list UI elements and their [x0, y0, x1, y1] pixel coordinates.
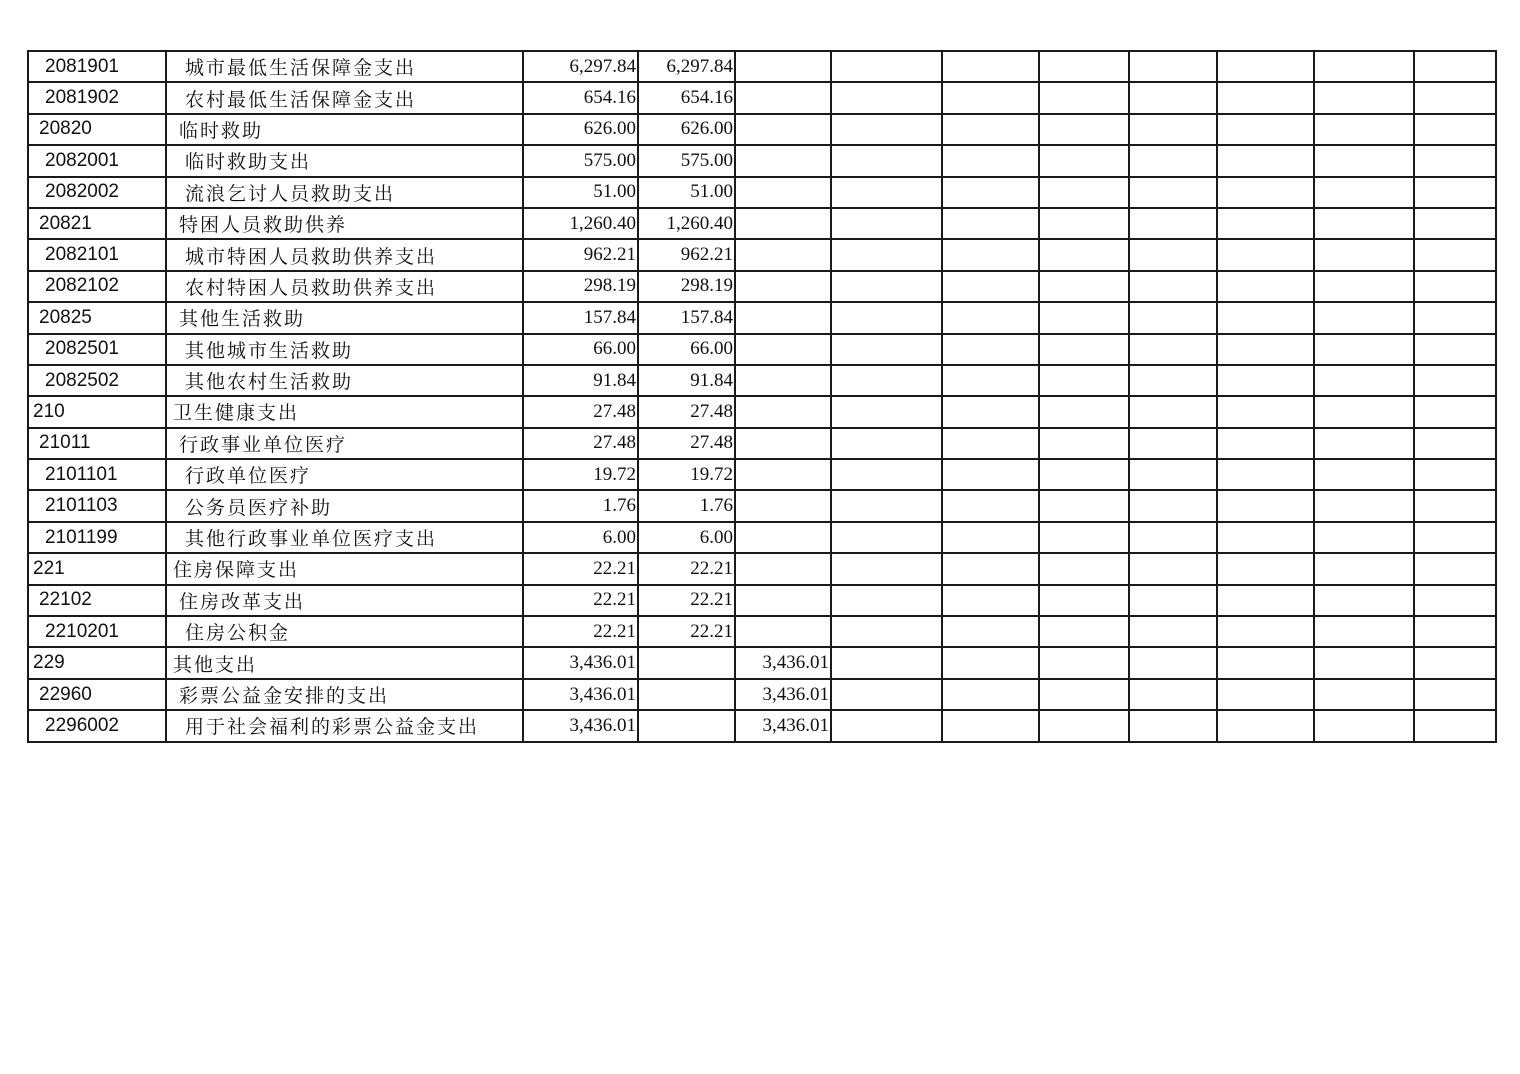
empty-cell	[831, 459, 942, 490]
table-row	[28, 679, 1496, 710]
empty-cell	[1129, 271, 1217, 302]
table-row	[28, 302, 1496, 333]
empty-cell	[1039, 396, 1129, 427]
empty-cell	[1129, 459, 1217, 490]
empty-cell	[1217, 51, 1314, 82]
table-row	[28, 616, 1496, 647]
empty-cell	[1217, 522, 1314, 553]
account-code-cell: 22102	[28, 585, 166, 616]
empty-cell	[1314, 710, 1414, 741]
table-row	[28, 365, 1496, 396]
empty-cell	[1414, 428, 1496, 459]
empty-cell	[1039, 114, 1129, 145]
empty-cell	[1414, 365, 1496, 396]
total-amount-cell: 91.84	[523, 365, 638, 396]
table-row	[28, 490, 1496, 521]
empty-cell	[1039, 522, 1129, 553]
empty-cell	[1314, 177, 1414, 208]
empty-cell	[1314, 616, 1414, 647]
total-amount-cell: 575.00	[523, 145, 638, 176]
account-code-cell: 21011	[28, 428, 166, 459]
account-code-cell: 20825	[28, 302, 166, 333]
empty-cell	[942, 334, 1039, 365]
empty-cell	[831, 271, 942, 302]
account-code-cell: 2101103	[28, 490, 166, 521]
empty-cell	[831, 616, 942, 647]
account-code-cell: 2101199	[28, 522, 166, 553]
empty-cell	[831, 208, 942, 239]
empty-cell	[1129, 365, 1217, 396]
empty-cell	[831, 334, 942, 365]
general-budget-amount-cell	[638, 647, 735, 678]
account-code-cell: 221	[28, 553, 166, 584]
empty-cell	[1039, 271, 1129, 302]
fund-budget-amount-cell	[735, 208, 831, 239]
general-budget-amount-cell: 27.48	[638, 428, 735, 459]
empty-cell	[942, 616, 1039, 647]
account-code-cell: 2082001	[28, 145, 166, 176]
fund-budget-amount-cell	[735, 271, 831, 302]
empty-cell	[942, 145, 1039, 176]
empty-cell	[1414, 82, 1496, 113]
empty-cell	[831, 522, 942, 553]
empty-cell	[1039, 177, 1129, 208]
empty-cell	[1414, 51, 1496, 82]
empty-cell	[1314, 459, 1414, 490]
empty-cell	[1039, 710, 1129, 741]
empty-cell	[1039, 334, 1129, 365]
empty-cell	[942, 647, 1039, 678]
total-amount-cell: 1.76	[523, 490, 638, 521]
account-name-cell: 行政单位医疗	[166, 459, 523, 490]
empty-cell	[831, 428, 942, 459]
empty-cell	[1414, 679, 1496, 710]
general-budget-amount-cell: 22.21	[638, 616, 735, 647]
empty-cell	[942, 710, 1039, 741]
empty-cell	[1129, 490, 1217, 521]
account-name-cell: 卫生健康支出	[166, 396, 523, 427]
account-name-cell: 其他农村生活救助	[166, 365, 523, 396]
table-row	[28, 334, 1496, 365]
account-code-cell: 210	[28, 396, 166, 427]
empty-cell	[942, 271, 1039, 302]
general-budget-amount-cell: 91.84	[638, 365, 735, 396]
empty-cell	[831, 239, 942, 270]
fund-budget-amount-cell	[735, 490, 831, 521]
empty-cell	[1039, 490, 1129, 521]
empty-cell	[1217, 82, 1314, 113]
empty-cell	[942, 490, 1039, 521]
empty-cell	[1217, 647, 1314, 678]
empty-cell	[831, 302, 942, 333]
empty-cell	[1039, 82, 1129, 113]
empty-cell	[1217, 334, 1314, 365]
fund-budget-amount-cell	[735, 302, 831, 333]
empty-cell	[1414, 302, 1496, 333]
general-budget-amount-cell: 19.72	[638, 459, 735, 490]
empty-cell	[1414, 585, 1496, 616]
empty-cell	[1039, 208, 1129, 239]
account-name-cell: 彩票公益金安排的支出	[166, 679, 523, 710]
empty-cell	[1314, 647, 1414, 678]
empty-cell	[1129, 616, 1217, 647]
table-row	[28, 145, 1496, 176]
account-code-cell: 2082002	[28, 177, 166, 208]
account-code-cell: 2296002	[28, 710, 166, 741]
table-row	[28, 271, 1496, 302]
general-budget-amount-cell: 157.84	[638, 302, 735, 333]
empty-cell	[831, 114, 942, 145]
empty-cell	[831, 679, 942, 710]
account-name-cell: 特困人员救助供养	[166, 208, 523, 239]
empty-cell	[942, 208, 1039, 239]
empty-cell	[1314, 114, 1414, 145]
empty-cell	[1217, 114, 1314, 145]
account-name-cell: 行政事业单位医疗	[166, 428, 523, 459]
total-amount-cell: 22.21	[523, 553, 638, 584]
fund-budget-amount-cell	[735, 82, 831, 113]
general-budget-amount-cell: 51.00	[638, 177, 735, 208]
empty-cell	[942, 585, 1039, 616]
empty-cell	[1414, 271, 1496, 302]
empty-cell	[1414, 647, 1496, 678]
empty-cell	[831, 647, 942, 678]
account-code-cell: 2082102	[28, 271, 166, 302]
total-amount-cell: 19.72	[523, 459, 638, 490]
table-row	[28, 51, 1496, 82]
empty-cell	[1039, 616, 1129, 647]
empty-cell	[1314, 490, 1414, 521]
empty-cell	[942, 365, 1039, 396]
total-amount-cell: 3,436.01	[523, 647, 638, 678]
general-budget-amount-cell: 6,297.84	[638, 51, 735, 82]
empty-cell	[1314, 679, 1414, 710]
table-row	[28, 82, 1496, 113]
empty-cell	[1314, 145, 1414, 176]
account-code-cell: 2082101	[28, 239, 166, 270]
empty-cell	[1129, 334, 1217, 365]
empty-cell	[1129, 585, 1217, 616]
fund-budget-amount-cell: 3,436.01	[735, 647, 831, 678]
empty-cell	[1129, 114, 1217, 145]
table-row	[28, 459, 1496, 490]
empty-cell	[1129, 51, 1217, 82]
empty-cell	[1129, 522, 1217, 553]
table-body	[28, 51, 1496, 742]
empty-cell	[942, 459, 1039, 490]
table-row	[28, 647, 1496, 678]
empty-cell	[1314, 239, 1414, 270]
empty-cell	[1217, 679, 1314, 710]
empty-cell	[1217, 208, 1314, 239]
account-name-cell: 其他支出	[166, 647, 523, 678]
empty-cell	[831, 51, 942, 82]
total-amount-cell: 3,436.01	[523, 679, 638, 710]
general-budget-amount-cell: 27.48	[638, 396, 735, 427]
empty-cell	[1039, 585, 1129, 616]
account-code-cell: 20820	[28, 114, 166, 145]
empty-cell	[1314, 396, 1414, 427]
empty-cell	[1217, 302, 1314, 333]
account-name-cell: 公务员医疗补助	[166, 490, 523, 521]
fund-budget-amount-cell	[735, 585, 831, 616]
empty-cell	[1039, 553, 1129, 584]
empty-cell	[1314, 302, 1414, 333]
empty-cell	[1414, 522, 1496, 553]
account-code-cell: 2210201	[28, 616, 166, 647]
table-row	[28, 114, 1496, 145]
account-code-cell: 2101101	[28, 459, 166, 490]
total-amount-cell: 157.84	[523, 302, 638, 333]
empty-cell	[1129, 302, 1217, 333]
empty-cell	[1217, 271, 1314, 302]
empty-cell	[831, 585, 942, 616]
empty-cell	[1217, 553, 1314, 584]
empty-cell	[1039, 679, 1129, 710]
empty-cell	[942, 177, 1039, 208]
empty-cell	[1129, 428, 1217, 459]
empty-cell	[1314, 51, 1414, 82]
account-name-cell: 住房保障支出	[166, 553, 523, 584]
total-amount-cell: 298.19	[523, 271, 638, 302]
empty-cell	[942, 302, 1039, 333]
general-budget-amount-cell: 1.76	[638, 490, 735, 521]
fund-budget-amount-cell	[735, 616, 831, 647]
empty-cell	[831, 365, 942, 396]
total-amount-cell: 654.16	[523, 82, 638, 113]
fund-budget-amount-cell	[735, 177, 831, 208]
empty-cell	[1414, 239, 1496, 270]
table-row	[28, 710, 1496, 741]
account-code-cell: 229	[28, 647, 166, 678]
total-amount-cell: 6.00	[523, 522, 638, 553]
empty-cell	[831, 553, 942, 584]
account-name-cell: 住房公积金	[166, 616, 523, 647]
empty-cell	[1217, 616, 1314, 647]
table-row	[28, 428, 1496, 459]
empty-cell	[1217, 459, 1314, 490]
table-row	[28, 553, 1496, 584]
empty-cell	[1314, 365, 1414, 396]
empty-cell	[831, 710, 942, 741]
empty-cell	[1129, 647, 1217, 678]
empty-cell	[942, 553, 1039, 584]
budget-table	[27, 50, 1497, 743]
empty-cell	[1217, 177, 1314, 208]
empty-cell	[1414, 710, 1496, 741]
total-amount-cell: 1,260.40	[523, 208, 638, 239]
empty-cell	[831, 145, 942, 176]
empty-cell	[1129, 177, 1217, 208]
general-budget-amount-cell	[638, 679, 735, 710]
total-amount-cell: 22.21	[523, 585, 638, 616]
fund-budget-amount-cell	[735, 51, 831, 82]
empty-cell	[942, 679, 1039, 710]
empty-cell	[1414, 208, 1496, 239]
account-name-cell: 农村最低生活保障金支出	[166, 82, 523, 113]
fund-budget-amount-cell	[735, 428, 831, 459]
general-budget-amount-cell: 575.00	[638, 145, 735, 176]
empty-cell	[942, 522, 1039, 553]
empty-cell	[1414, 490, 1496, 521]
general-budget-amount-cell: 22.21	[638, 553, 735, 584]
general-budget-amount-cell: 6.00	[638, 522, 735, 553]
empty-cell	[1217, 585, 1314, 616]
empty-cell	[1414, 114, 1496, 145]
account-name-cell: 其他行政事业单位医疗支出	[166, 522, 523, 553]
empty-cell	[942, 114, 1039, 145]
account-name-cell: 其他城市生活救助	[166, 334, 523, 365]
empty-cell	[1414, 177, 1496, 208]
empty-cell	[1217, 428, 1314, 459]
account-name-cell: 住房改革支出	[166, 585, 523, 616]
account-name-cell: 临时救助	[166, 114, 523, 145]
account-code-cell: 2082502	[28, 365, 166, 396]
fund-budget-amount-cell	[735, 114, 831, 145]
fund-budget-amount-cell: 3,436.01	[735, 679, 831, 710]
empty-cell	[1129, 145, 1217, 176]
account-name-cell: 用于社会福利的彩票公益金支出	[166, 710, 523, 741]
empty-cell	[831, 490, 942, 521]
empty-cell	[1039, 459, 1129, 490]
empty-cell	[1217, 365, 1314, 396]
fund-budget-amount-cell	[735, 239, 831, 270]
fund-budget-amount-cell	[735, 459, 831, 490]
fund-budget-amount-cell	[735, 396, 831, 427]
empty-cell	[1314, 522, 1414, 553]
empty-cell	[1217, 396, 1314, 427]
empty-cell	[1129, 710, 1217, 741]
account-name-cell: 流浪乞讨人员救助支出	[166, 177, 523, 208]
empty-cell	[1129, 396, 1217, 427]
empty-cell	[1129, 239, 1217, 270]
empty-cell	[1314, 553, 1414, 584]
fund-budget-amount-cell	[735, 522, 831, 553]
empty-cell	[1129, 553, 1217, 584]
empty-cell	[1414, 616, 1496, 647]
general-budget-amount-cell: 298.19	[638, 271, 735, 302]
empty-cell	[1217, 239, 1314, 270]
empty-cell	[1314, 334, 1414, 365]
empty-cell	[1414, 145, 1496, 176]
empty-cell	[1129, 208, 1217, 239]
general-budget-amount-cell: 654.16	[638, 82, 735, 113]
account-name-cell: 临时救助支出	[166, 145, 523, 176]
fund-budget-amount-cell	[735, 553, 831, 584]
total-amount-cell: 27.48	[523, 396, 638, 427]
empty-cell	[1039, 647, 1129, 678]
empty-cell	[831, 82, 942, 113]
empty-cell	[1039, 145, 1129, 176]
fund-budget-amount-cell	[735, 365, 831, 396]
general-budget-amount-cell: 22.21	[638, 585, 735, 616]
general-budget-amount-cell: 1,260.40	[638, 208, 735, 239]
total-amount-cell: 626.00	[523, 114, 638, 145]
empty-cell	[1414, 459, 1496, 490]
fund-budget-amount-cell	[735, 334, 831, 365]
empty-cell	[1314, 428, 1414, 459]
table-row	[28, 208, 1496, 239]
fund-budget-amount-cell: 3,436.01	[735, 710, 831, 741]
general-budget-amount-cell	[638, 710, 735, 741]
empty-cell	[1314, 82, 1414, 113]
account-code-cell: 22960	[28, 679, 166, 710]
empty-cell	[1039, 428, 1129, 459]
empty-cell	[1217, 490, 1314, 521]
empty-cell	[1217, 710, 1314, 741]
account-code-cell: 2081901	[28, 51, 166, 82]
table-row	[28, 522, 1496, 553]
total-amount-cell: 27.48	[523, 428, 638, 459]
empty-cell	[942, 239, 1039, 270]
general-budget-amount-cell: 626.00	[638, 114, 735, 145]
empty-cell	[942, 51, 1039, 82]
empty-cell	[1414, 396, 1496, 427]
empty-cell	[942, 428, 1039, 459]
empty-cell	[942, 396, 1039, 427]
table-row	[28, 239, 1496, 270]
general-budget-amount-cell: 962.21	[638, 239, 735, 270]
empty-cell	[831, 396, 942, 427]
total-amount-cell: 962.21	[523, 239, 638, 270]
empty-cell	[1314, 585, 1414, 616]
total-amount-cell: 66.00	[523, 334, 638, 365]
account-name-cell: 城市特困人员救助供养支出	[166, 239, 523, 270]
total-amount-cell: 51.00	[523, 177, 638, 208]
total-amount-cell: 22.21	[523, 616, 638, 647]
empty-cell	[1217, 145, 1314, 176]
fund-budget-amount-cell	[735, 145, 831, 176]
table-row	[28, 585, 1496, 616]
empty-cell	[1039, 239, 1129, 270]
table-row	[28, 177, 1496, 208]
empty-cell	[1039, 302, 1129, 333]
empty-cell	[1414, 334, 1496, 365]
account-name-cell: 农村特困人员救助供养支出	[166, 271, 523, 302]
general-budget-amount-cell: 66.00	[638, 334, 735, 365]
account-name-cell: 其他生活救助	[166, 302, 523, 333]
table-row	[28, 396, 1496, 427]
empty-cell	[1314, 208, 1414, 239]
empty-cell	[831, 177, 942, 208]
empty-cell	[942, 82, 1039, 113]
empty-cell	[1129, 82, 1217, 113]
account-name-cell: 城市最低生活保障金支出	[166, 51, 523, 82]
account-code-cell: 2081902	[28, 82, 166, 113]
empty-cell	[1039, 365, 1129, 396]
total-amount-cell: 6,297.84	[523, 51, 638, 82]
account-code-cell: 20821	[28, 208, 166, 239]
empty-cell	[1039, 51, 1129, 82]
account-code-cell: 2082501	[28, 334, 166, 365]
empty-cell	[1314, 271, 1414, 302]
total-amount-cell: 3,436.01	[523, 710, 638, 741]
empty-cell	[1414, 553, 1496, 584]
empty-cell	[1129, 679, 1217, 710]
